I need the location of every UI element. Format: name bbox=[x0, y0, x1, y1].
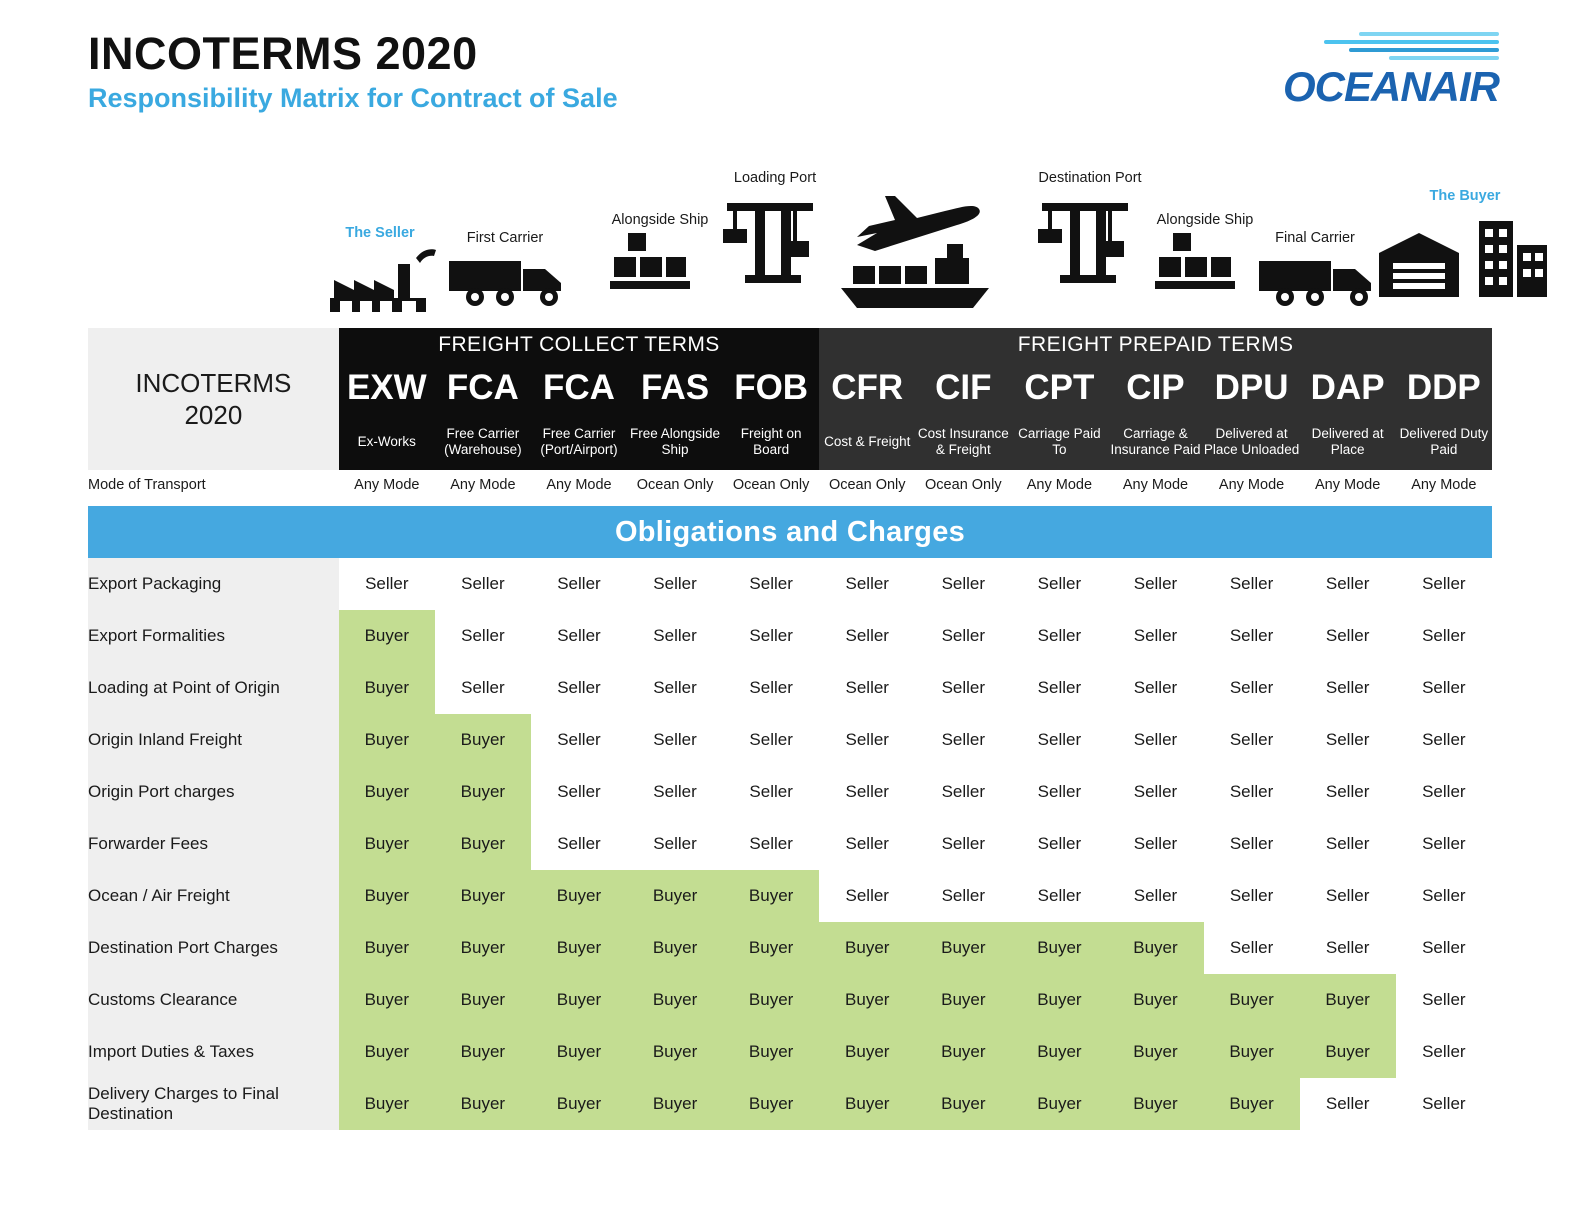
cargo-pallet-icon bbox=[600, 231, 700, 293]
icon-cell-seller bbox=[320, 225, 440, 316]
responsibility-cell: Seller bbox=[1300, 1078, 1396, 1130]
responsibility-cell: Seller bbox=[915, 714, 1011, 766]
term-code-cfr[interactable]: CFR bbox=[819, 362, 915, 414]
mode-fca-port: Any Mode bbox=[531, 470, 627, 500]
responsibility-cell: Seller bbox=[1396, 922, 1492, 974]
term-desc-fas: Free Alongside Ship bbox=[627, 414, 723, 470]
mode-fca-warehouse: Any Mode bbox=[435, 470, 531, 500]
row-label: Destination Port Charges bbox=[88, 922, 339, 974]
mode-cpt: Any Mode bbox=[1011, 470, 1107, 500]
row-label: Forwarder Fees bbox=[88, 818, 339, 870]
responsibility-cell: Seller bbox=[1300, 766, 1396, 818]
term-code-fob[interactable]: FOB bbox=[723, 362, 819, 414]
port-crane-icon-destination bbox=[1030, 193, 1140, 291]
responsibility-cell: Buyer bbox=[435, 870, 531, 922]
responsibility-cell: Buyer bbox=[1300, 1026, 1396, 1078]
responsibility-cell: Seller bbox=[1204, 922, 1300, 974]
term-desc-exw: Ex-Works bbox=[339, 414, 435, 470]
responsibility-cell: Seller bbox=[819, 870, 915, 922]
row-label: Customs Clearance bbox=[88, 974, 339, 1026]
transport-chain-icons bbox=[340, 170, 1501, 330]
table-row bbox=[88, 974, 1492, 1026]
responsibility-cell: Buyer bbox=[339, 870, 435, 922]
responsibility-cell: Seller bbox=[819, 558, 915, 610]
responsibility-cell: Seller bbox=[1300, 558, 1396, 610]
swoosh-icon bbox=[1199, 30, 1499, 64]
responsibility-cell: Buyer bbox=[627, 974, 723, 1026]
responsibility-cell: Seller bbox=[723, 558, 819, 610]
table-row bbox=[88, 610, 1492, 662]
row-label: Loading at Point of Origin bbox=[88, 662, 339, 714]
table-row bbox=[88, 662, 1492, 714]
icon-label-destination-port: Destination Port bbox=[1038, 170, 1142, 186]
responsibility-cell: Buyer bbox=[339, 1026, 435, 1078]
icon-cell-buyer bbox=[1375, 188, 1555, 299]
table-row bbox=[88, 1078, 1492, 1130]
responsibility-cell: Buyer bbox=[723, 1026, 819, 1078]
term-desc-cfr: Cost & Freight bbox=[819, 414, 915, 470]
responsibility-cell: Seller bbox=[1204, 870, 1300, 922]
responsibility-cell: Buyer bbox=[339, 974, 435, 1026]
responsibility-cell: Buyer bbox=[339, 1078, 435, 1130]
term-code-fca-warehouse[interactable]: FCA bbox=[435, 362, 531, 414]
term-desc-cif: Cost Insurance & Freight bbox=[915, 414, 1011, 470]
responsibility-cell: Seller bbox=[1300, 818, 1396, 870]
responsibility-cell: Buyer bbox=[1107, 922, 1203, 974]
term-code-cip[interactable]: CIP bbox=[1107, 362, 1203, 414]
responsibility-cell: Seller bbox=[627, 558, 723, 610]
mode-dap: Any Mode bbox=[1300, 470, 1396, 500]
responsibility-cell: Buyer bbox=[627, 1078, 723, 1130]
responsibility-cell: Seller bbox=[1300, 610, 1396, 662]
table-row bbox=[88, 1026, 1492, 1078]
responsibility-cell: Seller bbox=[1204, 714, 1300, 766]
responsibility-cell: Buyer bbox=[1107, 1026, 1203, 1078]
responsibility-cell: Seller bbox=[531, 610, 627, 662]
obligations-banner: Obligations and Charges bbox=[88, 506, 1492, 558]
responsibility-cell: Buyer bbox=[819, 922, 915, 974]
table-row bbox=[88, 922, 1492, 974]
responsibility-cell: Seller bbox=[1300, 662, 1396, 714]
responsibility-cell: Buyer bbox=[531, 1078, 627, 1130]
responsibility-cell: Seller bbox=[723, 714, 819, 766]
responsibility-cell: Buyer bbox=[1011, 1078, 1107, 1130]
responsibility-cell: Seller bbox=[1011, 714, 1107, 766]
responsibility-cell: Buyer bbox=[435, 1078, 531, 1130]
port-crane-icon bbox=[715, 193, 825, 291]
cargo-pallet-icon-destination bbox=[1145, 231, 1245, 293]
factory-icon bbox=[320, 244, 440, 316]
truck-icon-final bbox=[1255, 249, 1385, 311]
responsibility-cell: Buyer bbox=[819, 1026, 915, 1078]
responsibility-cell: Seller bbox=[627, 818, 723, 870]
icon-label-final-carrier: Final Carrier bbox=[1275, 230, 1355, 246]
icon-cell-first-carrier bbox=[445, 230, 565, 311]
responsibility-cell: Seller bbox=[1011, 610, 1107, 662]
page-header bbox=[88, 30, 618, 114]
row-label: Delivery Charges to Final Destination bbox=[88, 1078, 339, 1130]
responsibility-cell: Buyer bbox=[339, 818, 435, 870]
warehouse-and-building-icon bbox=[1375, 219, 1555, 299]
responsibility-cell: Buyer bbox=[435, 766, 531, 818]
responsibility-cell: Buyer bbox=[627, 922, 723, 974]
icon-cell-loading-port bbox=[715, 170, 835, 291]
page-title: INCOTERMS 2020 bbox=[88, 28, 478, 79]
term-desc-fca-warehouse: Free Carrier (Warehouse) bbox=[435, 414, 531, 470]
responsibility-cell: Seller bbox=[1107, 610, 1203, 662]
term-code-dpu[interactable]: DPU bbox=[1204, 362, 1300, 414]
responsibility-cell: Buyer bbox=[1204, 1078, 1300, 1130]
term-code-ddp[interactable]: DDP bbox=[1396, 362, 1492, 414]
row-label: Origin Port charges bbox=[88, 766, 339, 818]
incoterms-matrix bbox=[88, 328, 1492, 1130]
icon-label-alongside-ship-destination: Alongside Ship bbox=[1156, 212, 1254, 228]
responsibility-cell: Buyer bbox=[1204, 1026, 1300, 1078]
responsibility-cell: Buyer bbox=[1300, 974, 1396, 1026]
responsibility-cell: Seller bbox=[1300, 714, 1396, 766]
responsibility-cell: Buyer bbox=[723, 922, 819, 974]
term-code-fas[interactable]: FAS bbox=[627, 362, 723, 414]
responsibility-cell: Buyer bbox=[531, 922, 627, 974]
responsibility-cell: Seller bbox=[819, 714, 915, 766]
responsibility-cell: Seller bbox=[627, 714, 723, 766]
term-code-exw[interactable]: EXW bbox=[339, 362, 435, 414]
truck-icon bbox=[445, 249, 575, 311]
icon-label-loading-port: Loading Port bbox=[733, 170, 817, 186]
responsibility-cell: Seller bbox=[435, 610, 531, 662]
page-subtitle: Responsibility Matrix for Contract of Sale bbox=[88, 83, 618, 114]
responsibility-cell: Buyer bbox=[915, 922, 1011, 974]
matrix-corner-label bbox=[88, 328, 339, 470]
term-code-cpt[interactable]: CPT bbox=[1011, 362, 1107, 414]
responsibility-cell: Seller bbox=[531, 558, 627, 610]
term-code-dap[interactable]: DAP bbox=[1300, 362, 1396, 414]
responsibility-cell: Seller bbox=[915, 662, 1011, 714]
responsibility-cell: Seller bbox=[1396, 714, 1492, 766]
term-desc-cip: Carriage & Insurance Paid bbox=[1107, 414, 1203, 470]
table-row bbox=[88, 558, 1492, 610]
responsibility-cell: Seller bbox=[1204, 610, 1300, 662]
responsibility-cell: Seller bbox=[1396, 1026, 1492, 1078]
responsibility-cell: Seller bbox=[435, 558, 531, 610]
icon-cell-destination-port bbox=[1030, 170, 1150, 291]
responsibility-cell: Buyer bbox=[339, 610, 435, 662]
responsibility-cell: Buyer bbox=[723, 974, 819, 1026]
responsibility-cell: Seller bbox=[531, 766, 627, 818]
mode-ddp: Any Mode bbox=[1396, 470, 1492, 500]
responsibility-cell: Seller bbox=[339, 558, 435, 610]
responsibility-cell: Buyer bbox=[531, 974, 627, 1026]
responsibility-cell: Buyer bbox=[435, 1026, 531, 1078]
row-label: Ocean / Air Freight bbox=[88, 870, 339, 922]
responsibility-cell: Buyer bbox=[723, 870, 819, 922]
responsibility-cell: Seller bbox=[915, 558, 1011, 610]
responsibility-cell: Seller bbox=[1107, 558, 1203, 610]
responsibility-cell: Buyer bbox=[435, 818, 531, 870]
responsibility-cell: Seller bbox=[1300, 922, 1396, 974]
responsibility-cell: Buyer bbox=[339, 662, 435, 714]
icon-label-alongside-ship-origin: Alongside Ship bbox=[611, 212, 709, 228]
row-label: Export Packaging bbox=[88, 558, 339, 610]
responsibility-cell: Seller bbox=[531, 662, 627, 714]
responsibility-cell: Buyer bbox=[339, 766, 435, 818]
responsibility-cell: Buyer bbox=[531, 870, 627, 922]
table-row bbox=[88, 870, 1492, 922]
responsibility-cell: Seller bbox=[723, 662, 819, 714]
responsibility-cell: Seller bbox=[1396, 870, 1492, 922]
responsibility-cell: Seller bbox=[915, 766, 1011, 818]
term-desc-fca-port: Free Carrier (Port/Airport) bbox=[531, 414, 627, 470]
responsibility-cell: Seller bbox=[531, 818, 627, 870]
responsibility-cell: Seller bbox=[1204, 766, 1300, 818]
logo-wordmark: OCEANAIR bbox=[1282, 63, 1499, 110]
responsibility-cell: Seller bbox=[1011, 558, 1107, 610]
responsibility-cell: Seller bbox=[819, 610, 915, 662]
term-desc-cpt: Carriage Paid To bbox=[1011, 414, 1107, 470]
obligations-banner-row bbox=[88, 506, 1492, 558]
responsibility-cell: Buyer bbox=[339, 714, 435, 766]
responsibility-cell: Seller bbox=[1107, 766, 1203, 818]
icon-cell-main-carriage bbox=[835, 170, 1055, 312]
corner-line2: 2020 bbox=[184, 400, 243, 430]
responsibility-cell: Seller bbox=[1204, 818, 1300, 870]
term-desc-ddp: Delivered Duty Paid bbox=[1396, 414, 1492, 470]
mode-cfr: Ocean Only bbox=[819, 470, 915, 500]
mode-dpu: Any Mode bbox=[1204, 470, 1300, 500]
icon-cell-final-carrier bbox=[1255, 230, 1375, 311]
responsibility-cell: Buyer bbox=[627, 1026, 723, 1078]
responsibility-cell: Seller bbox=[819, 818, 915, 870]
term-code-fca-port[interactable]: FCA bbox=[531, 362, 627, 414]
responsibility-cell: Seller bbox=[1396, 662, 1492, 714]
mode-of-transport-row bbox=[88, 470, 1492, 500]
matrix-table bbox=[88, 328, 1492, 1130]
responsibility-cell: Seller bbox=[819, 662, 915, 714]
responsibility-cell: Seller bbox=[915, 870, 1011, 922]
term-desc-dap: Delivered at Place bbox=[1300, 414, 1396, 470]
responsibility-cell: Buyer bbox=[1011, 1026, 1107, 1078]
oceanair-logo bbox=[1199, 30, 1499, 108]
responsibility-cell: Seller bbox=[1396, 558, 1492, 610]
responsibility-cell: Seller bbox=[1011, 870, 1107, 922]
responsibility-cell: Seller bbox=[1011, 766, 1107, 818]
corner-line1: INCOTERMS bbox=[135, 367, 292, 398]
responsibility-cell: Buyer bbox=[435, 974, 531, 1026]
responsibility-cell: Seller bbox=[531, 714, 627, 766]
responsibility-cell: Seller bbox=[1107, 818, 1203, 870]
term-desc-fob: Freight on Board bbox=[723, 414, 819, 470]
responsibility-cell: Seller bbox=[1204, 662, 1300, 714]
responsibility-cell: Seller bbox=[723, 766, 819, 818]
responsibility-cell: Buyer bbox=[819, 1078, 915, 1130]
responsibility-cell: Seller bbox=[1011, 662, 1107, 714]
responsibility-cell: Buyer bbox=[915, 974, 1011, 1026]
responsibility-cell: Buyer bbox=[819, 974, 915, 1026]
responsibility-cell: Buyer bbox=[1107, 1078, 1203, 1130]
responsibility-cell: Seller bbox=[1300, 870, 1396, 922]
band-row bbox=[88, 328, 1492, 362]
band-freight-prepaid: FREIGHT PREPAID TERMS bbox=[819, 328, 1492, 362]
icon-label-first-carrier: First Carrier bbox=[466, 230, 544, 246]
responsibility-cell: Seller bbox=[1396, 610, 1492, 662]
icon-label-buyer: The Buyer bbox=[1429, 188, 1501, 204]
responsibility-cell: Buyer bbox=[435, 922, 531, 974]
airplane-and-ship-icon bbox=[835, 172, 1055, 312]
icon-label-seller: The Seller bbox=[345, 225, 415, 241]
responsibility-cell: Seller bbox=[915, 818, 1011, 870]
table-row bbox=[88, 818, 1492, 870]
responsibility-cell: Seller bbox=[1396, 766, 1492, 818]
responsibility-cell: Buyer bbox=[1011, 974, 1107, 1026]
responsibility-cell: Buyer bbox=[723, 1078, 819, 1130]
responsibility-cell: Seller bbox=[1107, 662, 1203, 714]
responsibility-cell: Seller bbox=[1107, 714, 1203, 766]
responsibility-cell: Buyer bbox=[627, 870, 723, 922]
mode-row-label: Mode of Transport bbox=[88, 470, 339, 500]
table-row bbox=[88, 714, 1492, 766]
mode-fas: Ocean Only bbox=[627, 470, 723, 500]
icon-cell-alongside-ship-origin bbox=[600, 212, 720, 293]
responsibility-cell: Buyer bbox=[531, 1026, 627, 1078]
mode-exw: Any Mode bbox=[339, 470, 435, 500]
responsibility-cell: Buyer bbox=[339, 922, 435, 974]
responsibility-cell: Buyer bbox=[435, 714, 531, 766]
mode-cif: Ocean Only bbox=[915, 470, 1011, 500]
band-freight-collect: FREIGHT COLLECT TERMS bbox=[339, 328, 819, 362]
responsibility-cell: Seller bbox=[723, 610, 819, 662]
table-row bbox=[88, 766, 1492, 818]
responsibility-cell: Seller bbox=[627, 610, 723, 662]
icon-cell-alongside-ship-destination bbox=[1145, 212, 1265, 293]
responsibility-cell: Buyer bbox=[1107, 974, 1203, 1026]
row-label: Origin Inland Freight bbox=[88, 714, 339, 766]
term-desc-dpu: Delivered at Place Unloaded bbox=[1204, 414, 1300, 470]
responsibility-cell: Seller bbox=[627, 766, 723, 818]
responsibility-cell: Seller bbox=[1396, 974, 1492, 1026]
responsibility-cell: Seller bbox=[627, 662, 723, 714]
responsibility-cell: Seller bbox=[1396, 1078, 1492, 1130]
responsibility-cell: Seller bbox=[1204, 558, 1300, 610]
row-label: Export Formalities bbox=[88, 610, 339, 662]
responsibility-cell: Buyer bbox=[915, 1026, 1011, 1078]
responsibility-cell: Seller bbox=[915, 610, 1011, 662]
row-label: Import Duties & Taxes bbox=[88, 1026, 339, 1078]
responsibility-cell: Seller bbox=[723, 818, 819, 870]
responsibility-cell: Seller bbox=[1396, 818, 1492, 870]
responsibility-cell: Seller bbox=[435, 662, 531, 714]
responsibility-cell: Buyer bbox=[915, 1078, 1011, 1130]
term-code-cif[interactable]: CIF bbox=[915, 362, 1011, 414]
responsibility-cell: Buyer bbox=[1204, 974, 1300, 1026]
responsibility-cell: Seller bbox=[1107, 870, 1203, 922]
responsibility-cell: Seller bbox=[819, 766, 915, 818]
responsibility-cell: Buyer bbox=[1011, 922, 1107, 974]
mode-fob: Ocean Only bbox=[723, 470, 819, 500]
mode-cip: Any Mode bbox=[1107, 470, 1203, 500]
responsibility-cell: Seller bbox=[1011, 818, 1107, 870]
